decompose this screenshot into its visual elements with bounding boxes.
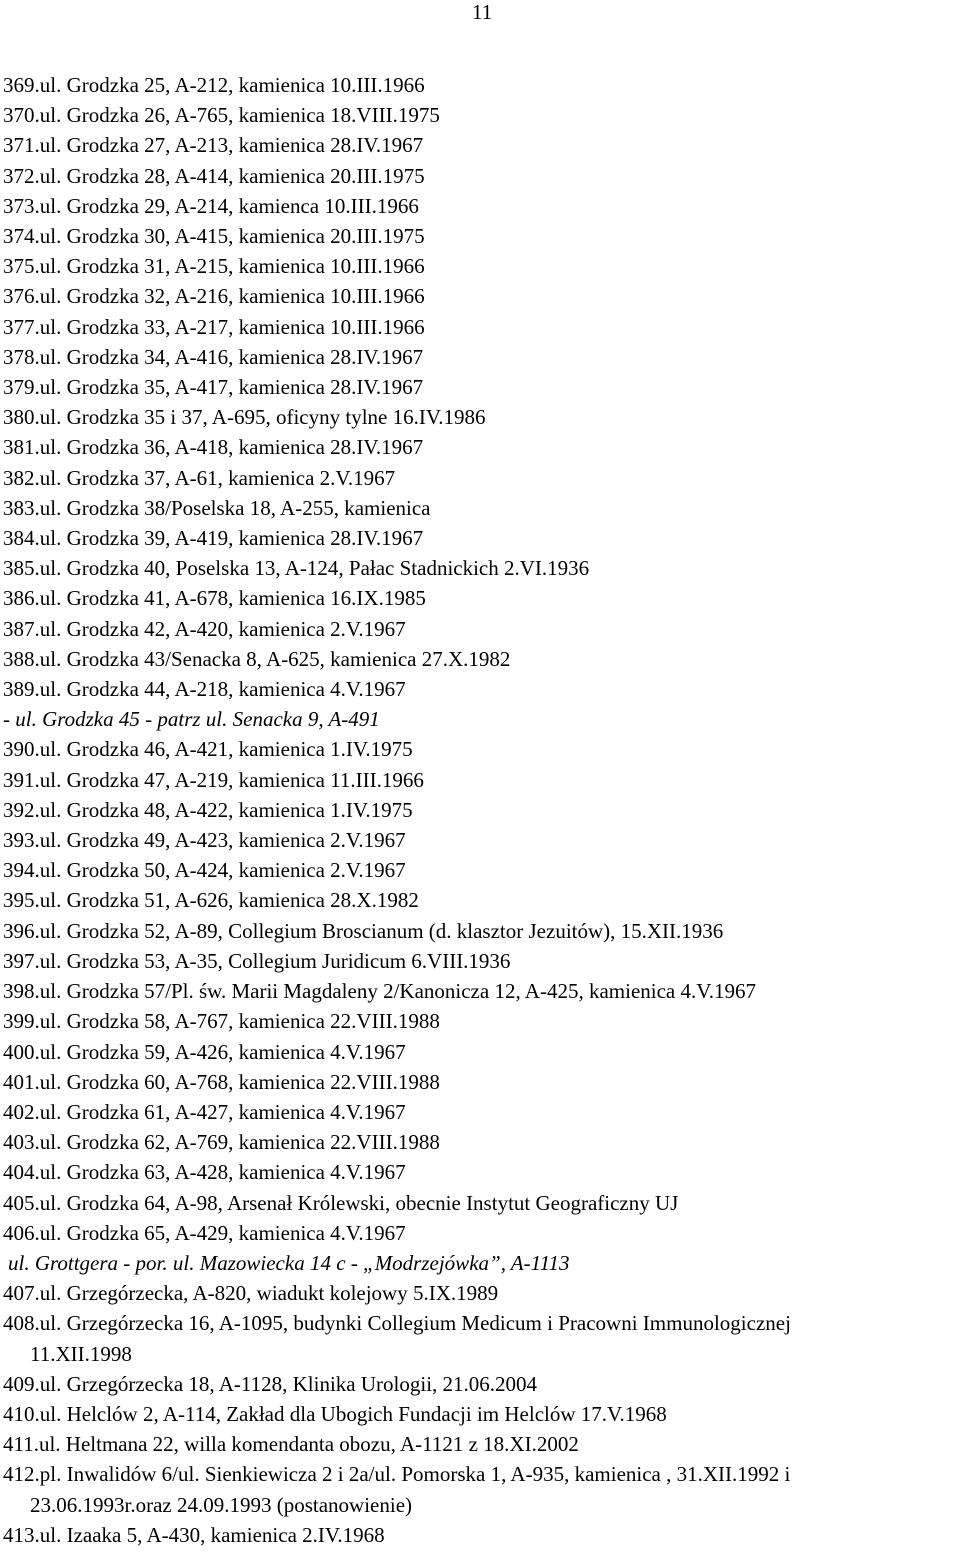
register-entry: 370.ul. Grodzka 26, A-765, kamienica 18.VIII.1975 — [3, 103, 440, 128]
register-entry: 395.ul. Grodzka 51, A-626, kamienica 28.X.1982 — [3, 888, 419, 913]
register-entry: 369.ul. Grodzka 25, A-212, kamienica 10.III.1966 — [3, 73, 425, 97]
register-entry: 401.ul. Grodzka 60, A-768, kamienica 22.VIII.1988 — [3, 1069, 440, 1094]
register-entry: 380.ul. Grodzka 35 i 37, A-695, oficyny tylne 16.IV.1986 — [3, 405, 486, 430]
register-entry: 399.ul. Grodzka 58, A-767, kamienica 22.VIII.1988 — [3, 1009, 440, 1034]
register-entry: 410.ul. Helclów 2, A-114, Zakład dla Ubogich Fundacji im Helclów 17.V.1968 — [3, 1401, 667, 1426]
register-entry: 403.ul. Grodzka 62, A-769, kamienica 22.VIII.1988 — [3, 1130, 440, 1155]
register-entry: 388.ul. Grodzka 43/Senacka 8, A-625, kamienica 27.X.1982 — [3, 646, 511, 671]
page-number: 11 — [472, 0, 493, 24]
register-entry: 406.ul. Grodzka 65, A-429, kamienica 4.V.1967 — [3, 1220, 406, 1245]
register-entry: 397.ul. Grodzka 53, A-35, Collegium Juridicum 6.VIII.1936 — [3, 948, 511, 973]
register-entry: 400.ul. Grodzka 59, A-426, kamienica 4.V.1967 — [3, 1039, 406, 1064]
register-entry-list — [0, 70, 960, 1550]
register-entry: 412.pl. Inwalidów 6/ul. Sienkiewicza 2 i 2a/ul. Pomorska 1, A-935, kamienica , 31.XII.1992 i — [3, 1462, 791, 1487]
register-entry: 375.ul. Grodzka 31, A-215, kamienica 10.III.1966 — [3, 254, 425, 279]
register-entry: 376.ul. Grodzka 32, A-216, kamienica 10.III.1966 — [3, 284, 425, 309]
register-entry: 385.ul. Grodzka 40, Poselska 13, A-124, Pałac Stadnickich 2.VI.1936 — [3, 556, 590, 581]
register-entry: 394.ul. Grodzka 50, A-424, kamienica 2.V.1967 — [3, 858, 406, 883]
register-entry: ul. Grottgera - por. ul. Mazowiecka 14 c - „Modrzejówka”, A-1113 — [8, 1250, 570, 1275]
register-entry: 405.ul. Grodzka 64, A-98, Arsenał Królewski, obecnie Instytut Geograficzny UJ — [3, 1190, 679, 1215]
register-entry: 392.ul. Grodzka 48, A-422, kamienica 1.IV.1975 — [3, 797, 413, 822]
register-entry: 402.ul. Grodzka 61, A-427, kamienica 4.V.1967 — [3, 1099, 406, 1124]
register-entry: 374.ul. Grodzka 30, A-415, kamienica 20.III.1975 — [3, 224, 425, 249]
register-entry: 371.ul. Grodzka 27, A-213, kamienica 28.IV.1967 — [3, 133, 424, 158]
register-entry: - ul. Grodzka 45 - patrz ul. Senacka 9, A-491 — [3, 707, 380, 732]
register-entry: 11.XII.1998 — [30, 1341, 132, 1366]
register-entry: 386.ul. Grodzka 41, A-678, kamienica 16.IX.1985 — [3, 586, 426, 611]
register-entry: 382.ul. Grodzka 37, A-61, kamienica 2.V.1967 — [3, 465, 396, 490]
register-entry: 413.ul. Izaaka 5, A-430, kamienica 2.IV.1968 — [3, 1522, 385, 1547]
register-entry: 391.ul. Grodzka 47, A-219, kamienica 11.III.1966 — [3, 767, 424, 792]
register-entry: 411.ul. Heltmana 22, willa komendanta obozu, A-1121 z 18.XI.2002 — [3, 1432, 579, 1457]
register-entry: 23.06.1993r.oraz 24.09.1993 (postanowienie) — [30, 1492, 413, 1517]
register-entry: 404.ul. Grodzka 63, A-428, kamienica 4.V.1967 — [3, 1160, 406, 1185]
register-entry: 373.ul. Grodzka 29, A-214, kamienca 10.III.1966 — [3, 193, 419, 218]
register-entry: 379.ul. Grodzka 35, A-417, kamienica 28.IV.1967 — [3, 375, 424, 400]
register-entry: 381.ul. Grodzka 36, A-418, kamienica 28.IV.1967 — [3, 435, 424, 460]
register-entry: 407.ul. Grzegórzecka, A-820, wiadukt kolejowy 5.IX.1989 — [3, 1281, 499, 1306]
register-entry: 393.ul. Grodzka 49, A-423, kamienica 2.V.1967 — [3, 828, 406, 853]
register-entry: 390.ul. Grodzka 46, A-421, kamienica 1.IV.1975 — [3, 737, 413, 762]
register-entry: 398.ul. Grodzka 57/Pl. św. Marii Magdaleny 2/Kanonicza 12, A-425, kamienica 4.V.1967 — [3, 979, 756, 1004]
register-entry: 377.ul. Grodzka 33, A-217, kamienica 10.III.1966 — [3, 314, 425, 339]
register-entry: 408.ul. Grzegórzecka 16, A-1095, budynki Collegium Medicum i Pracowni Immunologicznej — [3, 1311, 791, 1336]
register-entry: 396.ul. Grodzka 52, A-89, Collegium Broscianum (d. klasztor Jezuitów), 15.XII.1936 — [3, 918, 724, 943]
register-entry: 409.ul. Grzegórzecka 18, A-1128, Klinika Urologii, 21.06.2004 — [3, 1371, 538, 1396]
register-entry: 387.ul. Grodzka 42, A-420, kamienica 2.V.1967 — [3, 616, 406, 641]
register-entry: 384.ul. Grodzka 39, A-419, kamienica 28.IV.1967 — [3, 526, 424, 551]
register-entry: 389.ul. Grodzka 44, A-218, kamienica 4.V.1967 — [3, 677, 406, 702]
register-entry: 372.ul. Grodzka 28, A-414, kamienica 20.III.1975 — [3, 163, 425, 188]
register-entry: 378.ul. Grodzka 34, A-416, kamienica 28.IV.1967 — [3, 344, 424, 369]
register-entry: 383.ul. Grodzka 38/Poselska 18, A-255, kamienica — [3, 495, 431, 520]
